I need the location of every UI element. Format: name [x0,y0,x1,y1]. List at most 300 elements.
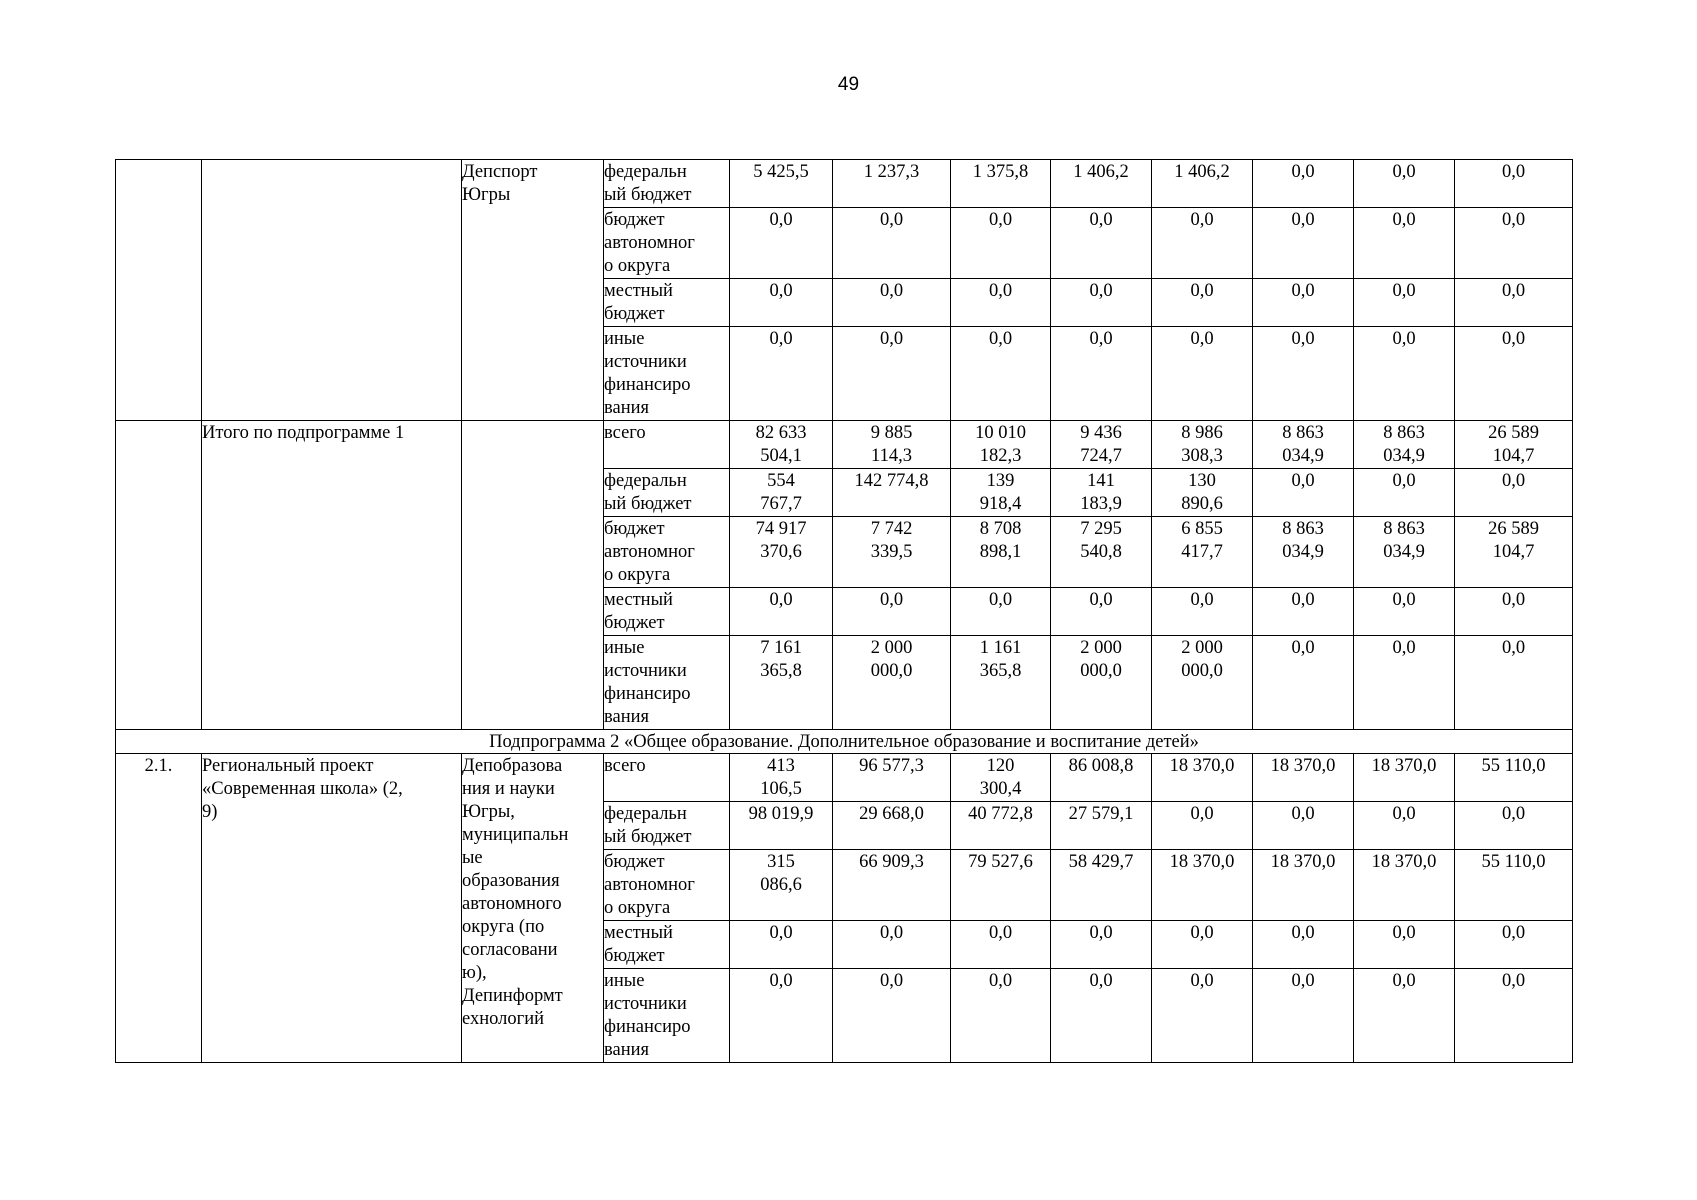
value-cell [730,421,833,469]
cell-line: 26 589 [1488,519,1539,539]
cell-line: о округа [604,898,671,918]
cell-line: 0,0 [1190,971,1214,991]
value-cell [730,636,833,730]
value-cell [1354,802,1455,850]
cell-line: иные [604,329,645,349]
value-cell [1152,802,1253,850]
cell-line: Депинформт [462,986,563,1006]
cell-line: 8 708 [979,519,1022,539]
funding-source-cell [604,160,730,208]
value-cell [1455,969,1573,1063]
cell-line: 8 863 [1282,519,1324,539]
value-cell [1455,850,1573,921]
value-cell [833,421,951,469]
cell-line: 0,0 [1392,281,1416,301]
value-cell [1253,754,1354,802]
cell-line: о округа [604,256,671,276]
value-cell [1051,421,1152,469]
cell-line: 0,0 [1392,971,1416,991]
cell-line: 55 110,0 [1481,852,1546,872]
cell-line: 104,7 [1492,542,1535,562]
cell-line: Депобразова [462,756,563,776]
cell-line: 8 863 [1383,423,1425,443]
cell-line: федеральн [604,162,687,182]
cell-line: 0,0 [1089,329,1113,349]
cell-line: 0,0 [879,210,904,230]
value-cell [730,802,833,850]
cell-line: автономного [462,894,562,914]
value-cell [833,969,951,1063]
cell-line: федеральн [604,471,687,491]
cell-line: 0,0 [1190,329,1214,349]
value-cell [1455,921,1573,969]
cell-line: 365,8 [979,661,1022,681]
value-cell [833,327,951,421]
cell-line: 504,1 [760,446,802,466]
cell-line: 0,0 [769,923,793,943]
value-cell [1152,850,1253,921]
cell-line: 0,0 [1501,923,1526,943]
value-cell [1354,421,1455,469]
value-cell [1051,160,1152,208]
cell-line: Итого по подпрограмме 1 [202,423,405,443]
cell-line: 0,0 [1501,210,1526,230]
value-cell [833,469,951,517]
cell-line: ый бюджет [604,185,692,205]
table-row [116,754,1573,802]
cell-line: 0,0 [988,971,1013,991]
cell-line: 086,6 [760,875,802,895]
cell-line: финансиро [604,375,691,395]
cell-line: 0,0 [1291,923,1315,943]
cell-line: 0,0 [1190,210,1214,230]
value-cell [1152,969,1253,1063]
cell-line: всего [604,756,646,776]
value-cell [951,969,1051,1063]
cell-line: 2 000 [1181,638,1223,658]
value-cell [730,160,833,208]
cell-line: 0,0 [1392,638,1416,658]
cell-line: 724,7 [1080,446,1122,466]
value-cell [1354,517,1455,588]
cell-line: бюджет [604,613,665,633]
cell-line: 0,0 [1501,281,1526,301]
value-cell [951,160,1051,208]
cell-line: Югры, [462,802,515,822]
cell-line: ый бюджет [604,494,692,514]
value-cell [1253,636,1354,730]
value-cell [1455,279,1573,327]
funding-source-cell [604,588,730,636]
cell-line: иные [604,971,645,991]
budget-table [115,159,1573,1063]
value-cell [1253,850,1354,921]
cell-line: 120 [986,756,1015,776]
cell-line: «Современная школа» (2, [202,779,403,799]
cell-line: 0,0 [1501,638,1526,658]
funding-source-cell [604,279,730,327]
value-cell [1051,969,1152,1063]
cell-line: бюджет [604,852,665,872]
value-cell [1354,279,1455,327]
funding-source-cell [604,421,730,469]
funding-source-cell [604,636,730,730]
cell-line: 96 577,3 [859,756,924,776]
cell-line: 0,0 [988,210,1013,230]
cell-line: 0,0 [1190,923,1214,943]
cell-line: 182,3 [979,446,1022,466]
cell-line: 413 [767,756,795,776]
value-cell [1152,754,1253,802]
cell-line: 0,0 [1291,162,1315,182]
cell-line: 0,0 [1291,471,1315,491]
value-cell [951,421,1051,469]
value-cell [1455,754,1573,802]
cell-line: 0,0 [879,329,904,349]
value-cell [730,850,833,921]
cell-line: 8 863 [1282,423,1324,443]
cell-line: 82 633 [755,423,807,443]
cell-line: 74 917 [755,519,807,539]
cell-line: 0,0 [988,590,1013,610]
value-cell [833,279,951,327]
funding-source-cell [604,469,730,517]
value-cell [1152,636,1253,730]
cell-line: образования [462,871,560,891]
cell-line: 29 668,0 [859,804,924,824]
cell-line: 40 772,8 [968,804,1033,824]
cell-line: автономног [604,542,695,562]
cell-line: 9 436 [1080,423,1122,443]
cell-line: финансиро [604,684,691,704]
cell-line: бюджет [604,210,665,230]
cell-line: 034,9 [1282,446,1324,466]
value-cell [1455,208,1573,279]
name-cell [202,754,462,1063]
value-cell [1152,279,1253,327]
value-cell [833,850,951,921]
cell-line: 0,0 [1501,162,1526,182]
name-cell [202,421,462,730]
cell-line: 7 161 [760,638,802,658]
cell-line: 0,0 [1089,590,1113,610]
value-cell [1253,469,1354,517]
value-cell [1354,327,1455,421]
cell-line: 114,3 [871,446,912,466]
cell-line: ехнологий [462,1009,544,1029]
cell-line: всего [604,423,646,443]
organization-cell [462,754,604,1063]
cell-line: 9) [202,802,218,822]
cell-line: 0,0 [1501,329,1526,349]
value-cell [1354,208,1455,279]
value-cell [1051,208,1152,279]
funding-source-cell [604,327,730,421]
value-cell [1051,636,1152,730]
value-cell [730,921,833,969]
value-cell [833,517,951,588]
value-cell [1354,160,1455,208]
cell-line: 0,0 [1392,590,1416,610]
value-cell [1253,208,1354,279]
value-cell [951,802,1051,850]
cell-line: 26 589 [1488,423,1539,443]
value-cell [1354,469,1455,517]
value-cell [730,208,833,279]
cell-line: федеральн [604,804,687,824]
cell-line: 0,0 [1089,923,1113,943]
value-cell [1354,921,1455,969]
value-cell [1253,802,1354,850]
cell-line: 5 425,5 [753,162,809,182]
value-cell [833,754,951,802]
cell-line: источники [604,994,687,1014]
cell-line: 315 [767,852,795,872]
cell-line: 7 742 [870,519,913,539]
funding-source-cell [604,921,730,969]
cell-line: 18 370,0 [1169,756,1235,776]
cell-line: 86 008,8 [1068,756,1134,776]
cell-line: 0,0 [1291,804,1315,824]
value-cell [951,208,1051,279]
cell-line: 2 000 [1080,638,1122,658]
cell-line: 300,4 [979,779,1022,799]
value-cell [833,802,951,850]
cell-line: 0,0 [1392,329,1416,349]
table-row [116,160,1573,208]
cell-line: вания [604,398,650,418]
value-cell [1152,517,1253,588]
cell-line: 1 375,8 [972,162,1029,182]
cell-line: 58 429,7 [1068,852,1134,872]
cell-line: 6 855 [1181,519,1223,539]
cell-line: 0,0 [1392,162,1416,182]
index-cell: 2.1. [116,754,202,1063]
value-cell [1455,160,1573,208]
cell-line: 27 579,1 [1068,804,1134,824]
cell-line: 0,0 [1291,329,1315,349]
value-cell [951,636,1051,730]
cell-line: 0,0 [1501,471,1526,491]
cell-line: 0,0 [879,281,904,301]
cell-line: 0,0 [1291,638,1315,658]
value-cell [1455,517,1573,588]
cell-line: 918,4 [979,494,1022,514]
cell-line: 141 [1087,471,1115,491]
cell-line: 18 370,0 [1371,852,1437,872]
cell-line: 0,0 [1291,590,1315,610]
value-cell [1051,850,1152,921]
cell-line: 1 237,3 [863,162,920,182]
cell-line: 0,0 [1291,210,1315,230]
value-cell [730,469,833,517]
value-cell [1152,327,1253,421]
value-cell [1455,469,1573,517]
cell-line: 0,0 [769,971,793,991]
cell-line: финансиро [604,1017,691,1037]
cell-line: муниципальн [462,825,569,845]
section-header: Подпрограмма 2 «Общее образование. Дополнительное образование и воспитание детей» [116,730,1573,754]
value-cell [951,327,1051,421]
cell-line: 130 [1188,471,1216,491]
cell-line: 18 370,0 [1270,852,1336,872]
cell-line: 0,0 [769,281,793,301]
cell-line: 66 909,3 [859,852,924,872]
cell-line: 7 295 [1080,519,1122,539]
value-cell [1152,208,1253,279]
cell-line: 0,0 [1089,281,1113,301]
value-cell [951,850,1051,921]
value-cell [1152,921,1253,969]
cell-line: вания [604,1040,650,1060]
value-cell [951,469,1051,517]
value-cell [1354,636,1455,730]
cell-line: 106,5 [760,779,802,799]
value-cell [1253,160,1354,208]
cell-line: 370,6 [760,542,802,562]
cell-line: 0,0 [988,923,1013,943]
value-cell [1051,469,1152,517]
cell-line: 0,0 [1392,804,1416,824]
cell-line: о округа [604,565,671,585]
funding-source-cell [604,208,730,279]
value-cell [1051,517,1152,588]
cell-line: 79 527,6 [968,852,1033,872]
cell-line: 8 986 [1181,423,1223,443]
cell-line: ния и науки [462,779,555,799]
funding-source-cell [604,802,730,850]
value-cell [1253,517,1354,588]
value-cell [951,279,1051,327]
cell-line: 540,8 [1080,542,1122,562]
value-cell [730,969,833,1063]
cell-line: 000,0 [1080,661,1122,681]
cell-line: 0,0 [1190,590,1214,610]
value-cell [1253,421,1354,469]
cell-line: 1 161 [979,638,1022,658]
cell-line: 0,0 [769,590,793,610]
value-cell [730,517,833,588]
value-cell [1051,588,1152,636]
cell-line: 0,0 [879,971,904,991]
value-cell [1253,969,1354,1063]
cell-line: 034,9 [1282,542,1324,562]
page-number: 49 [837,74,860,95]
cell-line: 10 010 [975,423,1026,443]
cell-line: 0,0 [1089,971,1113,991]
cell-line: 767,7 [760,494,802,514]
cell-line: округа (по [462,917,545,937]
cell-line: 55 110,0 [1481,756,1546,776]
organization-cell [462,421,604,730]
cell-line: 890,6 [1181,494,1223,514]
cell-line: 18 370,0 [1371,756,1437,776]
value-cell [833,160,951,208]
value-cell [833,208,951,279]
cell-line: источники [604,352,687,372]
cell-line: Депспорт [462,162,538,182]
value-cell [730,327,833,421]
cell-line: 554 [767,471,795,491]
cell-line: 0,0 [879,590,904,610]
cell-line: 18 370,0 [1169,852,1235,872]
value-cell [1051,327,1152,421]
funding-source-cell [604,754,730,802]
value-cell [1253,327,1354,421]
cell-line: Региональный проект [202,756,374,776]
cell-line: 0,0 [769,210,793,230]
value-cell [1051,754,1152,802]
cell-line: 898,1 [979,542,1022,562]
cell-line: 0,0 [879,923,904,943]
cell-line: 0,0 [988,281,1013,301]
cell-line: 142 774,8 [854,471,929,491]
value-cell [1253,279,1354,327]
value-cell [1253,588,1354,636]
value-cell [1354,969,1455,1063]
cell-line: бюджет [604,519,665,539]
value-cell [1455,802,1573,850]
cell-line: вания [604,707,650,727]
value-cell [1455,636,1573,730]
index-cell [116,421,202,730]
funding-source-cell [604,517,730,588]
budget-table-body [116,160,1573,1063]
value-cell [951,754,1051,802]
cell-line: 98 019,9 [748,804,814,824]
cell-line: 034,9 [1383,542,1425,562]
table-row [116,421,1573,469]
cell-line: бюджет [604,304,665,324]
value-cell [1152,160,1253,208]
cell-line: 000,0 [870,661,913,681]
cell-line: 0,0 [769,329,793,349]
cell-line: автономног [604,233,695,253]
value-cell [1152,588,1253,636]
cell-line: местный [604,590,673,610]
value-cell [833,921,951,969]
cell-line: 0,0 [1501,590,1526,610]
cell-line: местный [604,281,673,301]
cell-line: 365,8 [760,661,802,681]
cell-line: бюджет [604,946,665,966]
cell-line: 0,0 [1291,971,1315,991]
cell-line: местный [604,923,673,943]
value-cell [1354,588,1455,636]
cell-line: 0,0 [988,329,1013,349]
value-cell [1455,327,1573,421]
cell-line: 18 370,0 [1270,756,1336,776]
cell-line: 8 863 [1383,519,1425,539]
value-cell [1455,421,1573,469]
cell-line: ю), [462,963,487,983]
cell-line: 0,0 [1501,971,1526,991]
cell-line: 9 885 [870,423,913,443]
cell-line: 417,7 [1181,542,1223,562]
value-cell [730,754,833,802]
cell-line: 0,0 [1291,281,1315,301]
cell-line: 034,9 [1383,446,1425,466]
cell-line: ый бюджет [604,827,692,847]
cell-line: 0,0 [1392,923,1416,943]
funding-source-cell [604,969,730,1063]
index-cell [116,160,202,421]
cell-line: иные [604,638,645,658]
cell-line: 139 [986,471,1015,491]
value-cell [951,921,1051,969]
cell-line: автономног [604,875,695,895]
cell-line: 339,5 [870,542,913,562]
